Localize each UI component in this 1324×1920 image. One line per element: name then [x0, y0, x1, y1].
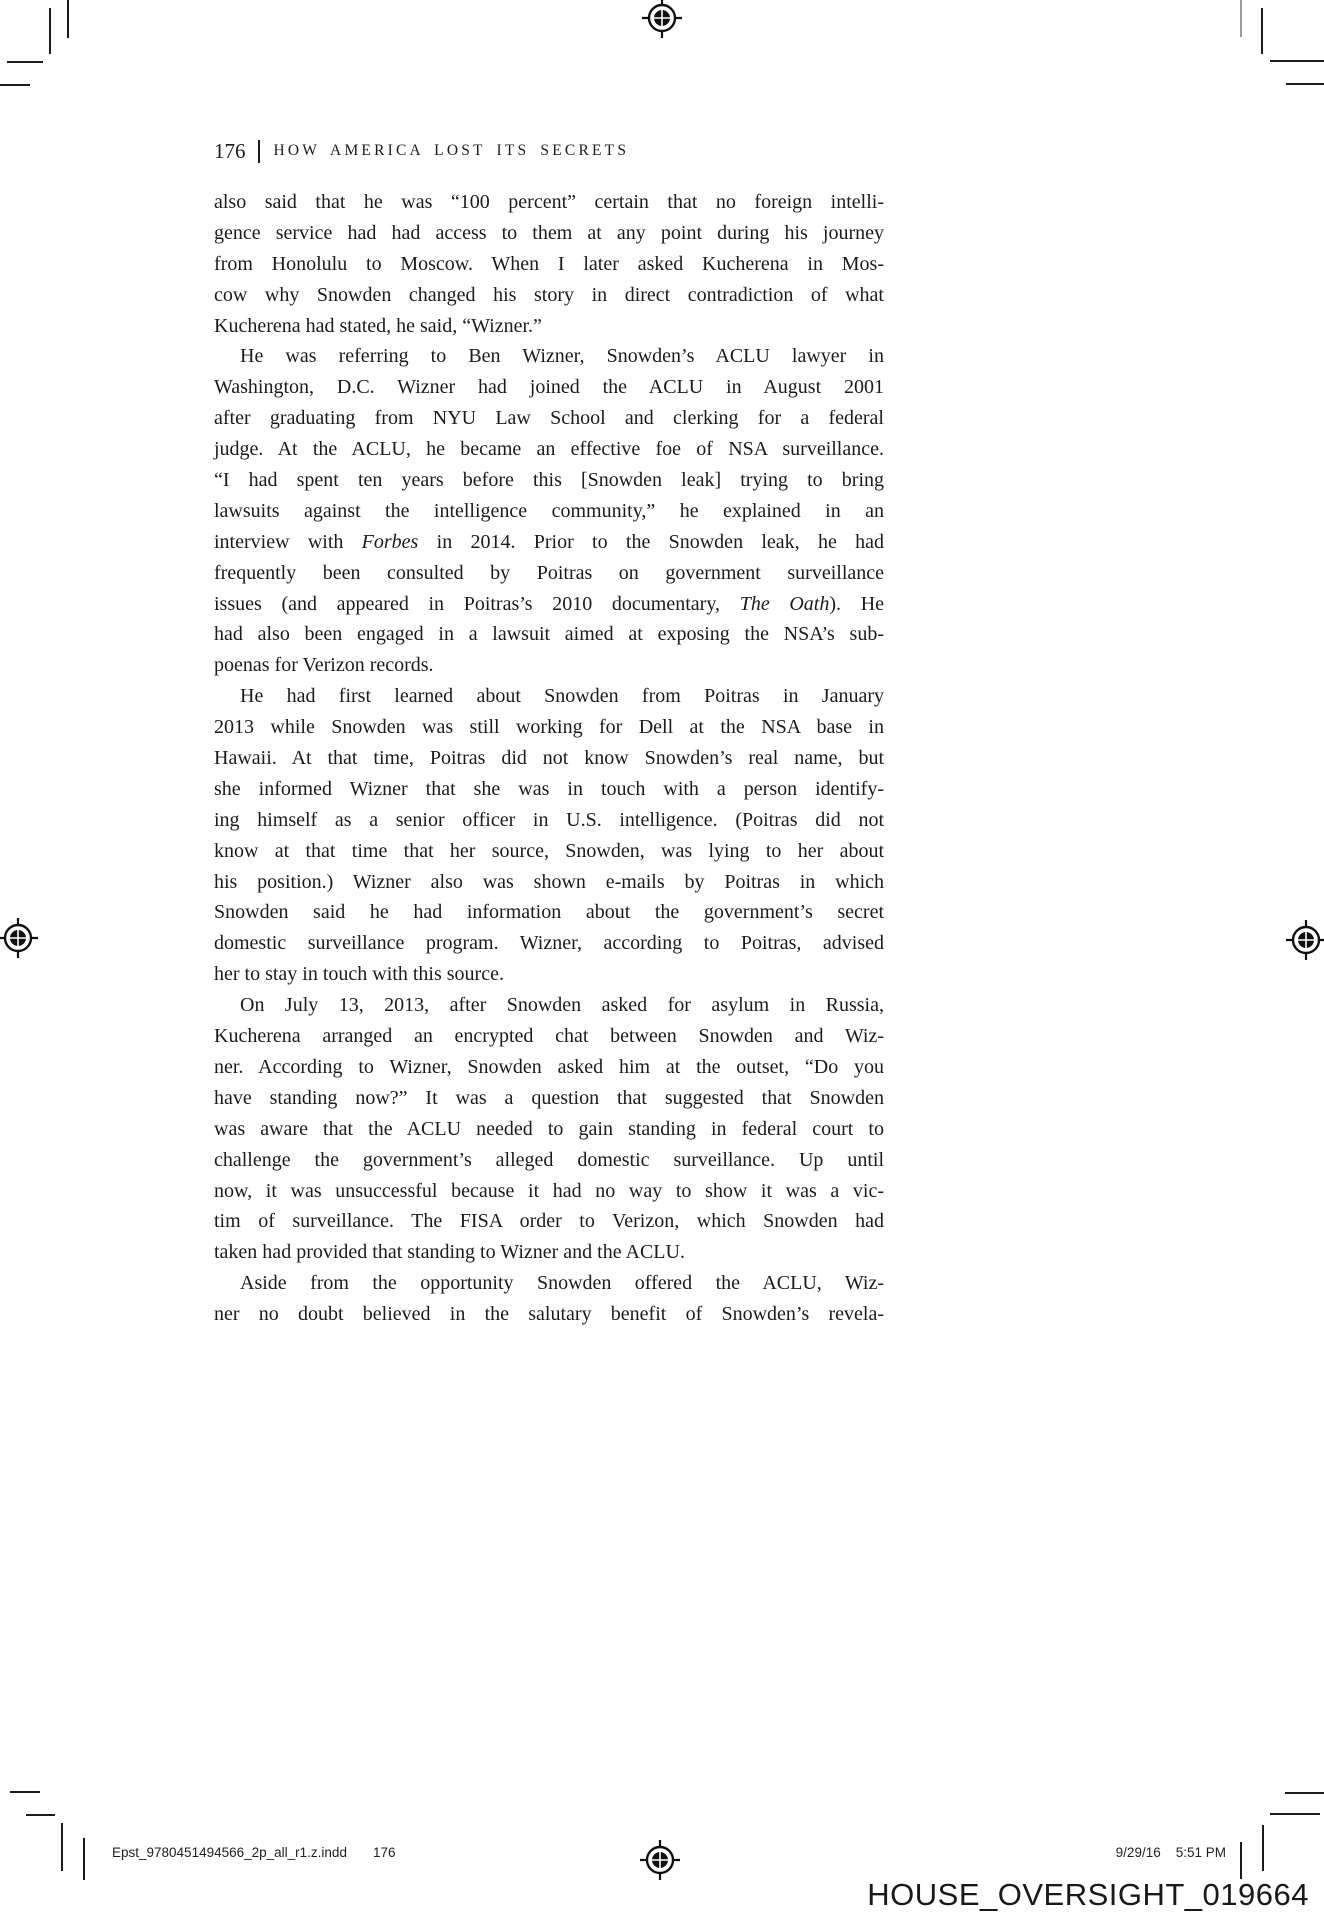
text-line: poenas for Verizon records. — [214, 654, 434, 677]
text-line: frequently been consulted by Poitras on government surveillance — [214, 561, 884, 584]
crop-mark — [1270, 1813, 1320, 1815]
text-line: Snowden said he had information about the government’s secret — [214, 901, 884, 924]
registration-mark-top-icon — [642, 0, 682, 38]
registration-mark-bottom-icon — [640, 1840, 680, 1880]
paragraph — [214, 1268, 884, 1330]
text-line: had also been engaged in a lawsuit aimed at exposing the NSA’s sub- — [214, 623, 884, 646]
text-line: cow why Snowden changed his story in direct contradiction of what — [214, 283, 884, 306]
registration-mark-left-icon — [0, 918, 38, 958]
crop-mark — [26, 1814, 55, 1816]
text-line: interview with Forbes in 2014. Prior to the Snowden leak, he had — [214, 530, 884, 553]
text-line: from Honolulu to Moscow. When I later asked Kucherena in Mos- — [214, 252, 884, 275]
crop-mark — [1285, 1792, 1324, 1794]
crop-mark — [1261, 8, 1263, 54]
text-line: tim of surveillance. The FISA order to Verizon, which Snowden had — [214, 1210, 884, 1233]
running-title: HOW AMERICA LOST ITS SECRETS — [273, 142, 630, 159]
footer-filename: Epst_9780451494566_2p_all_r1.z.indd — [112, 1845, 347, 1860]
crop-mark — [83, 1838, 85, 1880]
text-line: On July 13, 2013, after Snowden asked for asylum in Russia, — [240, 994, 884, 1017]
text-line: judge. At the ACLU, he became an effective foe of NSA surveillance. — [214, 438, 884, 461]
text-line: 2013 while Snowden was still working for Dell at the NSA base in — [214, 716, 884, 739]
text-line: lawsuits against the intelligence community,” he explained in an — [214, 499, 884, 522]
crop-mark — [10, 1791, 40, 1793]
text-line: He was referring to Ben Wizner, Snowden’s ACLU lawyer in — [240, 345, 884, 368]
crop-mark — [7, 61, 43, 63]
page-number: 176 — [214, 139, 246, 163]
text-line: was aware that the ACLU needed to gain standing in federal court to — [214, 1117, 884, 1140]
paragraph — [214, 990, 884, 1268]
text-line: she informed Wizner that she was in touch with a person identify- — [214, 777, 884, 800]
crop-mark — [1262, 1825, 1264, 1871]
text-line: have standing now?” It was a question that suggested that Snowden — [214, 1086, 884, 1109]
text-line: ner. According to Wizner, Snowden asked him at the outset, “Do you — [214, 1055, 884, 1078]
text-line: gence service had had access to them at any point during his journey — [214, 221, 884, 244]
registration-mark-right-icon — [1286, 920, 1324, 960]
running-header — [214, 139, 629, 163]
crop-mark — [49, 8, 51, 54]
text-line: Aside from the opportunity Snowden offered the ACLU, Wiz- — [240, 1272, 884, 1295]
crop-mark — [1240, 1842, 1242, 1879]
text-line: Kucherena had stated, he said, “Wizner.” — [214, 314, 542, 337]
text-line: Washington, D.C. Wizner had joined the ACLU in August 2001 — [214, 376, 884, 399]
footer-slug — [112, 1845, 395, 1860]
paragraph — [214, 341, 884, 681]
header-divider — [258, 140, 260, 163]
text-line: Hawaii. At that time, Poitras did not know Snowden’s real name, but — [214, 747, 884, 770]
text-line: Kucherena arranged an encrypted chat between Snowden and Wiz- — [214, 1025, 884, 1048]
footer-date: 9/29/16 — [1115, 1845, 1161, 1860]
paragraph — [214, 681, 884, 990]
text-line: after graduating from NYU Law School and clerking for a federal — [214, 407, 884, 430]
text-line: know at that time that her source, Snowden, was lying to her about — [214, 839, 884, 862]
footer-time: 5:51 PM — [1175, 1845, 1226, 1860]
text-line: He had first learned about Snowden from Poitras in January — [240, 685, 884, 708]
crop-mark — [1270, 60, 1324, 62]
text-line: his position.) Wizner also was shown e-mails by Poitras in which — [214, 870, 884, 893]
text-line: “I had spent ten years before this [Snowden leak] trying to bring — [214, 469, 884, 492]
crop-mark — [1286, 83, 1324, 85]
text-line: domestic surveillance program. Wizner, according to Poitras, advised — [214, 932, 884, 955]
crop-mark — [61, 1823, 63, 1871]
text-line: her to stay in touch with this source. — [214, 963, 504, 986]
text-line: challenge the government’s alleged domestic surveillance. Up until — [214, 1148, 884, 1171]
footer-page-number: 176 — [372, 1845, 396, 1860]
body-text — [214, 187, 884, 1330]
text-line: now, it was unsuccessful because it had no way to show it was a vic- — [214, 1179, 884, 1202]
text-line: issues (and appeared in Poitras’s 2010 documentary, The Oath). He — [214, 592, 885, 615]
crop-mark — [1240, 0, 1242, 37]
text-line: ner no doubt believed in the salutary benefit of Snowden’s revela- — [214, 1303, 884, 1326]
text-line: ing himself as a senior officer in U.S. intelligence. (Poitras did not — [214, 808, 884, 831]
text-line: also said that he was “100 percent” certain that no foreign intelli- — [214, 191, 884, 213]
paragraph — [214, 187, 884, 341]
crop-mark — [0, 84, 30, 86]
bates-stamp: HOUSE_OVERSIGHT_019664 — [867, 1877, 1309, 1912]
footer-datetime — [1116, 1845, 1226, 1860]
crop-mark — [67, 0, 69, 38]
text-line: taken had provided that standing to Wizner and the ACLU. — [214, 1241, 685, 1264]
